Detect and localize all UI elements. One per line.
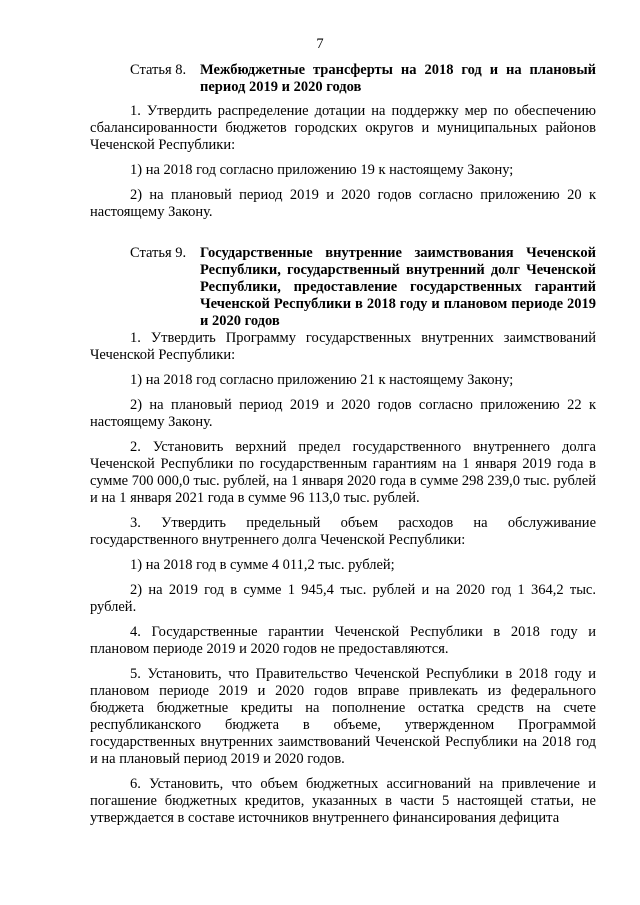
article-9-paragraph: 1) на 2018 год согласно приложению 21 к настоящему Закону;	[130, 372, 514, 388]
article-8-title: Межбюджетные трансферты на 2018 год и на плановый период 2019 и 2020 годов	[200, 62, 596, 95]
article-8-heading	[90, 62, 596, 96]
article-8-paragraph: 1. Утвердить распределение дотации на поддержку мер по обеспечению сбалансированности бюджетов городских округов и муниципальных районов Чеченской Республики:	[90, 103, 596, 153]
article-9-paragraph: 6. Установить, что объем бюджетных ассигнований на привлечение и погашение бюджетных кредитов, указанных в части 5 настоящей статьи, не утверждается в составе источников внутреннего финансирования дефицита	[90, 776, 596, 826]
article-9-paragraph: 1) на 2018 год в сумме 4 011,2 тыс. рублей;	[130, 557, 395, 573]
article-8-paragraph: 2) на плановый период 2019 и 2020 годов согласно приложению 20 к настоящему Закону.	[90, 187, 596, 220]
article-9-label: Статья 9.	[130, 245, 187, 261]
article-8-label: Статья 8.	[130, 62, 187, 78]
article-9-heading	[90, 245, 596, 330]
article-9-paragraph: 1. Утвердить Программу государственных внутренних заимствований Чеченской Республики:	[90, 330, 596, 363]
document-body	[90, 62, 596, 827]
article-9-paragraph: 2) на плановый период 2019 и 2020 годов согласно приложению 22 к настоящему Закону.	[90, 397, 596, 430]
article-9-paragraph: 2) на 2019 год в сумме 1 945,4 тыс. рублей и на 2020 год 1 364,2 тыс. рублей.	[90, 582, 596, 615]
article-9-paragraph: 3. Утвердить предельный объем расходов на обслуживание государственного внутреннего долга Чеченской Республики:	[90, 515, 596, 548]
article-9-paragraph: 2. Установить верхний предел государственного внутреннего долга Чеченской Республики по государственным гарантиям на 1 января 2019 года в сумме 700 000,0 тыс. рублей, на 1 января 2020 года в сумме 298 239,0 тыс. рублей и на 1 января 2021 года в сумме 96 113,0 тыс. рублей.	[90, 439, 596, 506]
article-9-paragraph: 5. Установить, что Правительство Чеченской Республики в 2018 году и плановом периоде 2019 и 2020 годов вправе привлекать из федерального бюджета бюджетные кредиты на пополнение остатка средств на счете республиканского бюджета в объеме, утвержденном Программой государственных внутренних заимствований Чеченской Республики на 2018 год и на плановый период 2019 и 2020 годов.	[90, 666, 596, 767]
article-9-paragraph: 4. Государственные гарантии Чеченской Республики в 2018 году и плановом периоде 2019 и 2020 годов не предоставляются.	[90, 624, 596, 657]
page-number: 7	[316, 36, 324, 52]
article-9-title: Государственные внутренние заимствования Чеченской Республики, государственный внутренний долг Чеченской Республики, предоставление государственных гарантий Чеченской Республики в 2018 году и плановом периоде 2019 и 2020 годов	[200, 245, 596, 329]
article-8-paragraph: 1) на 2018 год согласно приложению 19 к настоящему Закону;	[130, 162, 514, 178]
